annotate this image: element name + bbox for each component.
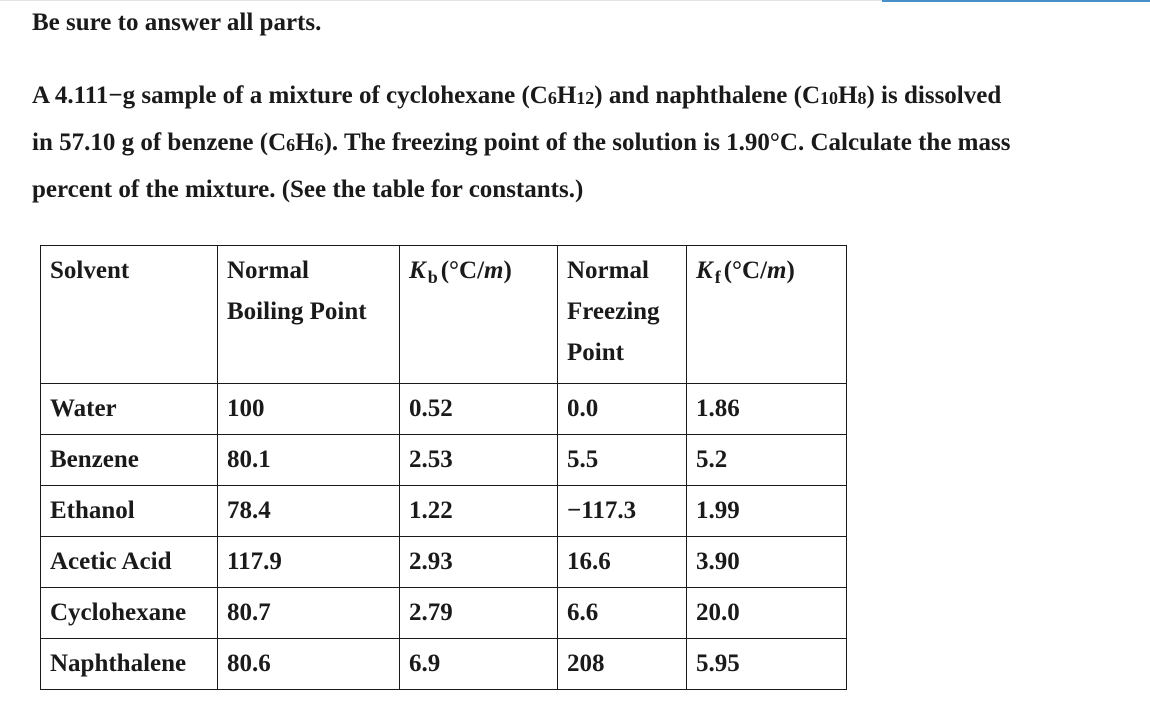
problem-text: ) is dissolved [866, 82, 1002, 109]
header-freezing-point [558, 246, 687, 384]
cell-solvent: Ethanol [41, 486, 218, 537]
subscript: 8 [857, 88, 867, 109]
problem-text: H [295, 129, 315, 156]
cell-kf: 5.2 [687, 435, 847, 486]
cell-kb: 2.93 [400, 537, 558, 588]
instruction-text: Be sure to answer all parts. [32, 9, 322, 36]
cell-boiling-point: 80.6 [218, 639, 400, 690]
cell-freezing-point: 208 [558, 639, 687, 690]
header-label: Normal [567, 257, 649, 284]
cell-freezing-point: −117.3 [558, 486, 687, 537]
cell-boiling-point: 80.7 [218, 588, 400, 639]
header-kb [400, 246, 558, 384]
constants-table [40, 245, 847, 690]
kb-symbol: K [409, 257, 427, 284]
top-accent-bar [882, 0, 1150, 2]
table-row [41, 384, 847, 435]
header-label: Solvent [50, 257, 130, 284]
problem-text: H [556, 82, 577, 109]
subscript: 12 [576, 88, 595, 109]
kf-subscript: f [714, 266, 721, 287]
cell-kb: 1.22 [400, 486, 558, 537]
cell-kb: 2.79 [400, 588, 558, 639]
kb-unit-close: ) [503, 257, 512, 284]
problem-line-3: percent of the mixture. (See the table for constants.) [32, 176, 584, 203]
cell-solvent: Cyclohexane [41, 588, 218, 639]
header-label: Point [567, 339, 624, 366]
cell-kf: 1.86 [687, 384, 847, 435]
table-row [41, 588, 847, 639]
cell-kf: 3.90 [687, 537, 847, 588]
kb-subscript: b [427, 266, 438, 287]
top-divider [0, 0, 882, 1]
problem-text: H [838, 82, 858, 109]
problem-text: in 57.10 g of benzene (C [32, 129, 287, 156]
cell-freezing-point: 16.6 [558, 537, 687, 588]
header-solvent [41, 246, 218, 384]
subscript: 6 [314, 135, 324, 156]
problem-text: ) and naphthalene (C [594, 82, 821, 109]
cell-kb: 2.53 [400, 435, 558, 486]
cell-boiling-point: 80.1 [218, 435, 400, 486]
cell-freezing-point: 6.6 [558, 588, 687, 639]
kf-symbol: K [696, 257, 714, 284]
problem-text: A 4.111−g sample of a mixture of cyclohexane (C [32, 82, 548, 109]
problem-line-1 [32, 72, 1144, 119]
kb-unit-open: (°C/ [440, 257, 485, 284]
table-header-row [41, 246, 847, 384]
cell-boiling-point: 117.9 [218, 537, 400, 588]
cell-boiling-point: 78.4 [218, 486, 400, 537]
header-label: Boiling Point [227, 298, 367, 325]
header-label: Normal [227, 257, 309, 284]
cell-freezing-point: 5.5 [558, 435, 687, 486]
problem-text: ). The freezing point of the solution is 1.90°C. Calculate the mass [323, 129, 1011, 156]
problem-line-2 [32, 119, 1144, 166]
kf-unit-m: m [767, 257, 787, 284]
cell-solvent: Water [41, 384, 218, 435]
header-kf [687, 246, 847, 384]
cell-freezing-point: 0.0 [558, 384, 687, 435]
cell-solvent: Acetic Acid [41, 537, 218, 588]
subscript: 10 [820, 88, 839, 109]
cell-kf: 1.99 [687, 486, 847, 537]
header-label: Freezing [567, 298, 660, 325]
subscript: 6 [286, 135, 296, 156]
kb-unit-m: m [484, 257, 504, 284]
cell-kb: 0.52 [400, 384, 558, 435]
problem-statement [32, 72, 1144, 213]
kf-unit-close: ) [786, 257, 795, 284]
table-row [41, 639, 847, 690]
cell-boiling-point: 100 [218, 384, 400, 435]
kf-unit-open: (°C/ [723, 257, 768, 284]
table-row [41, 486, 847, 537]
cell-solvent: Benzene [41, 435, 218, 486]
header-boiling-point [218, 246, 400, 384]
table-row [41, 435, 847, 486]
cell-kb: 6.9 [400, 639, 558, 690]
cell-kf: 20.0 [687, 588, 847, 639]
subscript: 6 [547, 88, 557, 109]
table-row [41, 537, 847, 588]
cell-kf: 5.95 [687, 639, 847, 690]
cell-solvent: Naphthalene [41, 639, 218, 690]
